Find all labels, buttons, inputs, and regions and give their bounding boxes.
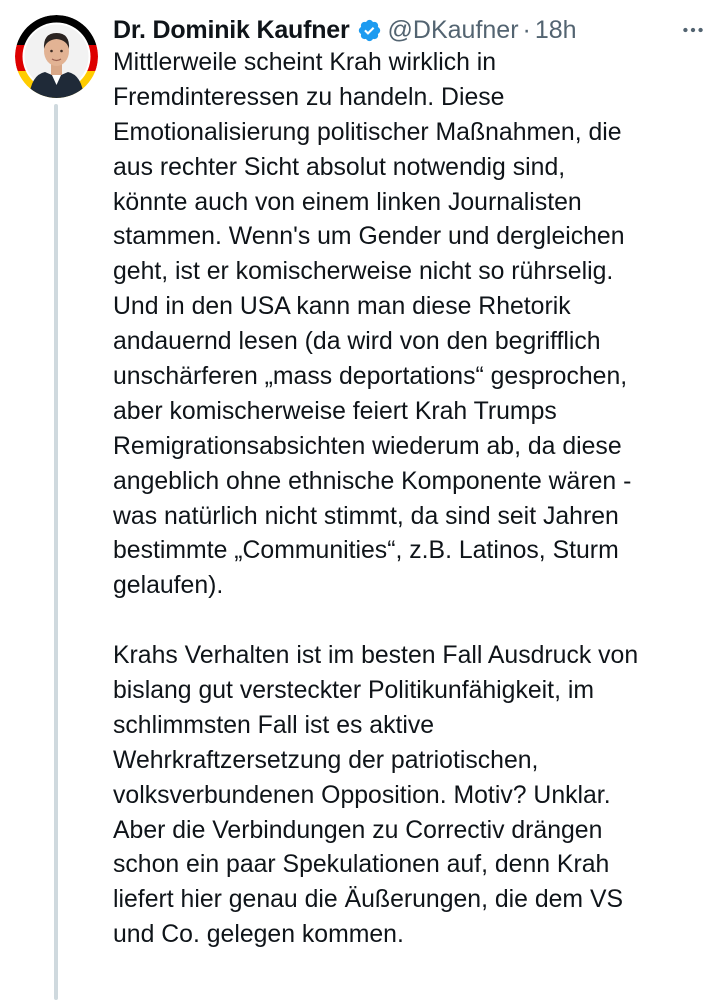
tweet-text-line: schlimmsten Fall ist es aktive	[113, 711, 435, 739]
tweet-text-line: andauernd lesen (da wird von den begrifflich	[113, 328, 601, 356]
tweet-text-line: geht, ist er komischerweise nicht so rührselig.	[113, 258, 614, 286]
tweet-text-line: volksverbundenen Opposition. Motiv? Unklar.	[113, 781, 611, 809]
tweet-text-line: gelaufen).	[113, 572, 224, 600]
tweet-text-line: bislang gut versteckter Politikunfähigkeit, im	[113, 677, 595, 705]
tweet-text-line: könnte auch von einem linken Journalisten	[113, 188, 582, 216]
tweet-text-line: bestimmte „Communities“, z.B. Latinos, Sturm	[113, 537, 619, 565]
tweet-text-line: Aber die Verbindungen zu Correctiv drängen	[113, 816, 603, 844]
tweet-text-line: angeblich ohne ethnische Komponente wären -	[113, 467, 632, 495]
display-name[interactable]: Dr. Dominik Kaufner	[113, 15, 350, 44]
tweet-header	[113, 10, 713, 50]
tweet-text-line: Emotionalisierung politischer Maßnahmen, die	[113, 118, 622, 146]
tweet-text-line: was natürlich nicht stimmt, da sind seit Jahren	[113, 502, 619, 530]
separator-dot: ·	[522, 15, 531, 44]
tweet-text-line: Und in den USA kann man diese Rhetorik	[113, 293, 571, 321]
avatar-image	[15, 15, 98, 98]
handle[interactable]: @DKaufner	[387, 15, 519, 44]
tweet-text-line: schon ein paar Spekulationen auf, denn Krah	[113, 851, 610, 879]
tweet-text-line: Remigrationsabsichten wiederum ab, da diese	[113, 432, 622, 460]
tweet-text-line: aber komischerweise feiert Krah Trumps	[113, 397, 557, 425]
tweet-text-line: unschärferen „mass deportations“ gesprochen,	[113, 363, 628, 391]
tweet-text-line: Mittlerweile scheint Krah wirklich in	[113, 49, 497, 76]
thread-line	[54, 104, 58, 1000]
tweet-text-line: stammen. Wenn's um Gender und dergleichen	[113, 223, 625, 251]
tweet-text-line: Fremdinteressen zu handeln. Diese	[113, 83, 505, 111]
avatar[interactable]	[15, 15, 98, 98]
more-options-icon[interactable]	[677, 14, 709, 46]
tweet-text-line: aus rechter Sicht absolut notwendig sind,	[113, 153, 566, 181]
paragraph-break	[113, 604, 713, 639]
verified-badge-icon[interactable]	[357, 18, 382, 43]
tweet-text-line: liefert hier genau die Äußerungen, die dem VS	[113, 886, 624, 914]
tweet-text-line: und Co. gelegen kommen.	[113, 921, 404, 949]
tweet-text	[113, 46, 713, 953]
tweet-text-line: Krahs Verhalten ist im besten Fall Ausdruck von	[113, 642, 639, 670]
tweet-text-line: Wehrkraftzersetzung der patriotischen,	[113, 746, 539, 774]
timestamp[interactable]: 18h	[534, 15, 577, 44]
